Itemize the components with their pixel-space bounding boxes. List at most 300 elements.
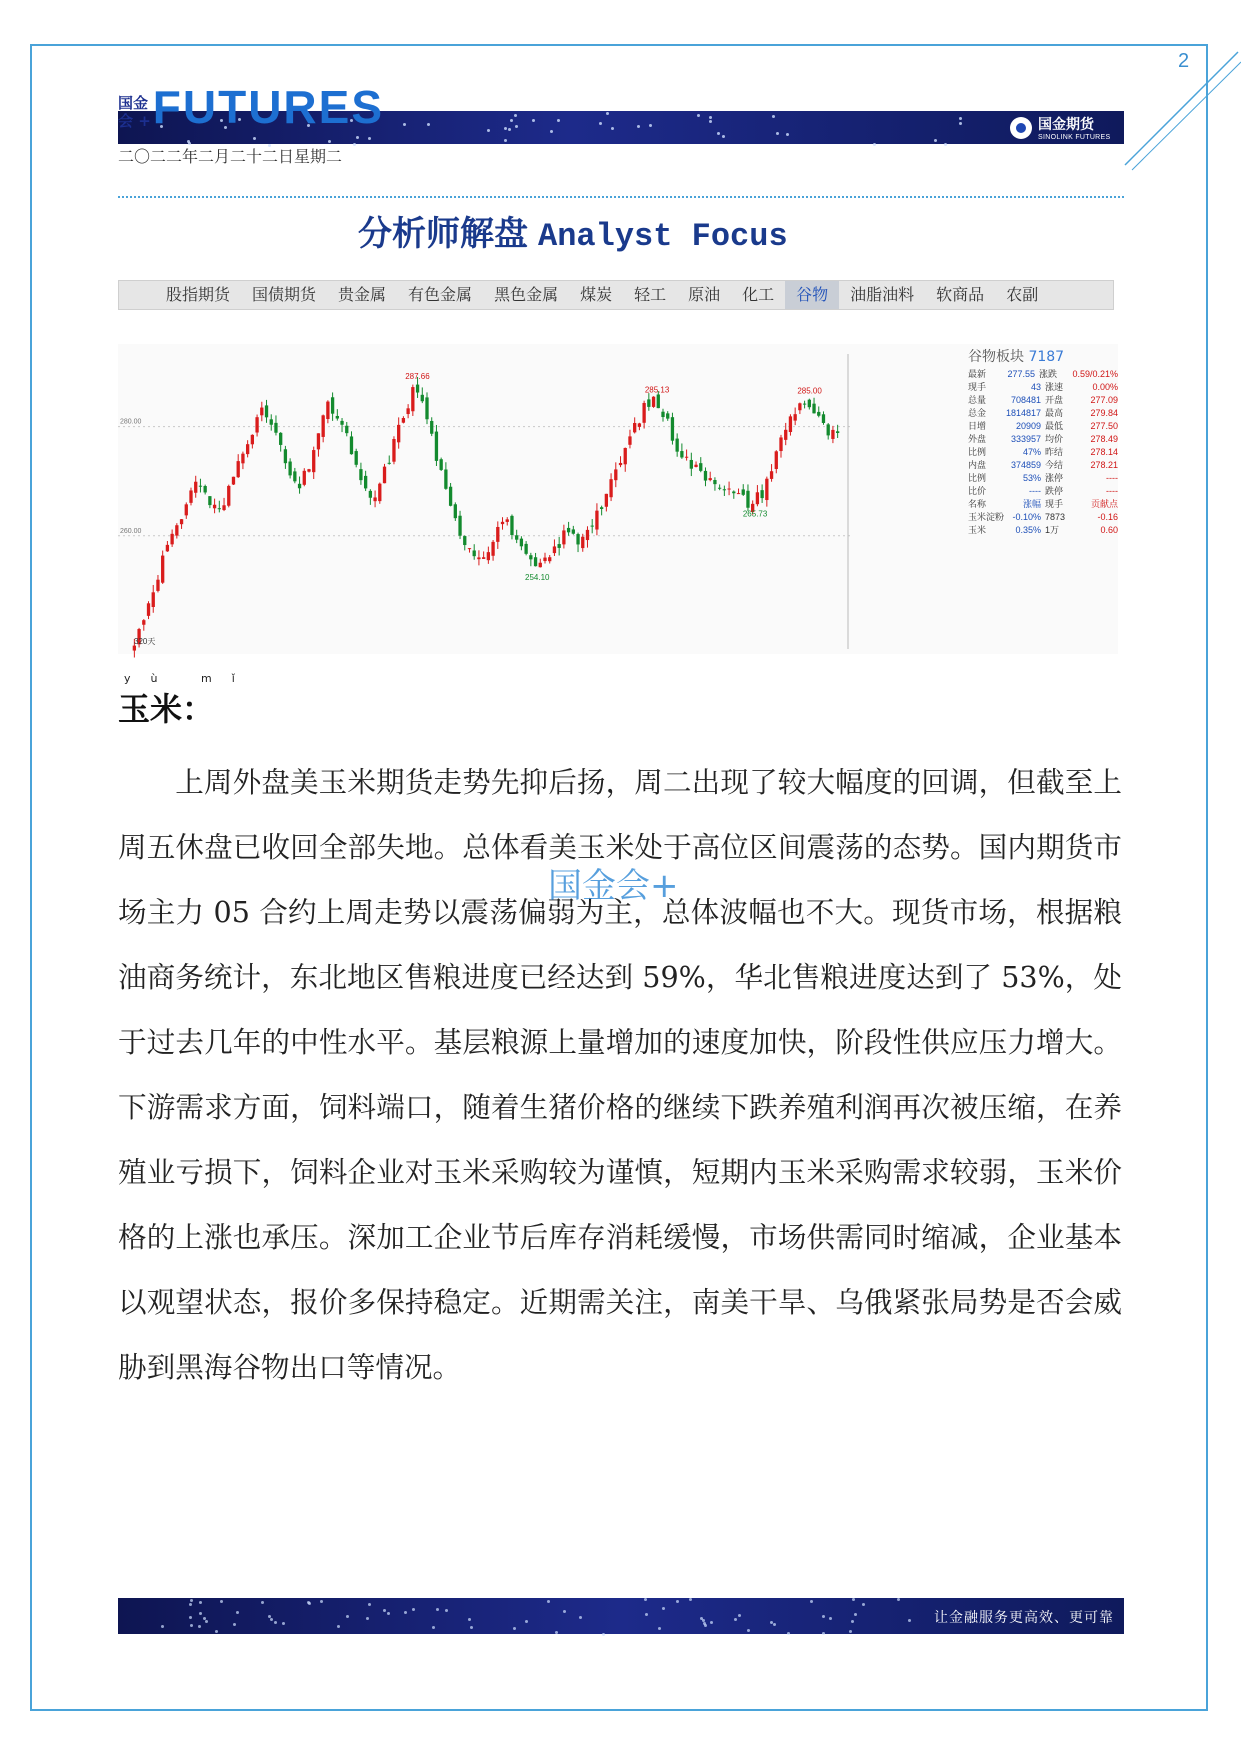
quote-cell: 277.55 xyxy=(1007,369,1035,379)
star-dot xyxy=(738,1614,741,1617)
star-dot xyxy=(697,114,700,117)
candle-body xyxy=(336,416,339,419)
candle-body xyxy=(307,469,310,471)
star-dot xyxy=(515,125,518,128)
trough-label: 265.73 xyxy=(742,509,768,519)
bottom-period-label: 320天 xyxy=(134,637,156,646)
candle-body xyxy=(463,536,466,545)
star-dot xyxy=(547,1600,550,1603)
star-dot xyxy=(337,1625,340,1628)
candle-body xyxy=(798,403,801,410)
logo-cn-top: 国金 xyxy=(118,94,149,112)
candle-body xyxy=(506,519,509,522)
logo-futures-text: FUTURES xyxy=(152,81,385,133)
star-dot xyxy=(356,136,359,139)
candle-body xyxy=(274,423,277,433)
quote-cell: 涨停 xyxy=(1045,473,1064,483)
quote-title-name: 谷物板块 xyxy=(968,349,1024,365)
candle-body xyxy=(199,486,202,487)
star-dot xyxy=(709,116,712,119)
quote-cell: 0.35% xyxy=(1015,525,1041,535)
candle-body xyxy=(647,399,650,406)
candle-body xyxy=(326,402,329,419)
header-divider xyxy=(118,196,1124,198)
candle-body xyxy=(543,558,546,561)
star-dot xyxy=(786,133,789,136)
candle-body xyxy=(440,459,443,470)
candle-body xyxy=(284,449,287,463)
candle-body xyxy=(652,397,655,407)
footer-slogan: 让金融服务更高效、更可靠 xyxy=(934,1610,1114,1626)
star-dot xyxy=(606,112,609,115)
quote-cell: 278.49 xyxy=(1090,434,1118,444)
candle-body xyxy=(605,494,608,507)
star-dot xyxy=(662,1607,665,1610)
star-dot xyxy=(689,1598,692,1601)
star-dot xyxy=(445,1609,448,1612)
candle-body xyxy=(170,534,173,545)
star-dot xyxy=(510,119,513,122)
candle-body xyxy=(831,430,834,439)
quote-cell: 跌停 xyxy=(1045,486,1064,496)
candle-body xyxy=(685,457,688,458)
candle-body xyxy=(421,395,424,401)
candle-body xyxy=(567,528,570,532)
candle-body xyxy=(614,469,617,480)
candle-body xyxy=(671,417,674,441)
tab-7[interactable]: 原油 xyxy=(688,285,721,304)
candle-body xyxy=(378,484,381,501)
candle-body xyxy=(699,463,702,471)
report-date: 二〇二二年二月二十二日星期二 xyxy=(118,147,343,166)
star-dot xyxy=(253,137,256,140)
star-dot xyxy=(504,139,507,142)
tab-10[interactable]: 油脂油料 xyxy=(850,285,915,304)
brand-name-cn: 国金期货 xyxy=(1038,117,1094,133)
star-dot xyxy=(532,119,535,122)
candle-body xyxy=(288,462,291,476)
quote-cell: 昨结 xyxy=(1045,447,1064,457)
quote-cell: 278.14 xyxy=(1090,447,1118,457)
quote-cell: 0.00% xyxy=(1092,382,1118,392)
candle-body xyxy=(822,414,825,423)
quote-cell: 7873 xyxy=(1045,512,1066,522)
tab-4[interactable]: 黑色金属 xyxy=(494,285,559,304)
tab-0[interactable]: 股指期货 xyxy=(166,285,231,304)
candle-body xyxy=(175,525,178,535)
star-dot xyxy=(563,1610,566,1613)
star-dot xyxy=(851,1620,854,1623)
candle-body xyxy=(392,439,395,462)
quote-cell: 玉米淀粉 xyxy=(968,512,1005,522)
star-dot xyxy=(190,1599,193,1602)
star-dot xyxy=(550,130,553,133)
star-dot xyxy=(189,1603,192,1606)
star-dot xyxy=(908,1619,911,1622)
y-tick-label: 260.00 xyxy=(120,527,142,535)
footer-band xyxy=(118,1598,1124,1634)
tab-2[interactable]: 贵金属 xyxy=(338,285,387,304)
candle-body xyxy=(581,537,584,548)
candle-body xyxy=(765,479,768,500)
candle-body xyxy=(723,489,726,490)
candle-body xyxy=(586,530,589,540)
commodity-pinyin: yù mǐ xyxy=(124,672,255,685)
candle-body xyxy=(666,413,669,418)
category-tab-bar xyxy=(118,280,1114,310)
star-dot xyxy=(468,1618,471,1621)
candle-body xyxy=(430,421,433,434)
quote-cell: 总金 xyxy=(968,408,987,418)
quote-cell: ---- xyxy=(1029,486,1041,496)
candle-body xyxy=(760,490,763,498)
quote-cell: 外盘 xyxy=(968,434,987,444)
quote-cell: 47% xyxy=(1022,447,1041,457)
candle-body xyxy=(553,546,556,553)
candle-body xyxy=(779,437,782,451)
candle-body xyxy=(189,490,192,502)
candle-body xyxy=(222,505,225,510)
star-dot xyxy=(704,1624,707,1627)
quote-cell: 最高 xyxy=(1045,408,1064,418)
tab-1[interactable]: 国债期货 xyxy=(252,285,317,304)
candle-body xyxy=(402,418,405,423)
candle-body xyxy=(709,478,712,480)
candle-body xyxy=(213,505,216,509)
candle-body xyxy=(638,423,641,426)
candle-body xyxy=(600,507,603,509)
star-dot xyxy=(772,115,775,118)
candle-body xyxy=(784,430,787,440)
candle-body xyxy=(293,471,296,481)
star-dot xyxy=(190,1624,193,1627)
candle-body xyxy=(548,557,551,561)
candle-body xyxy=(255,417,258,432)
grain-sector-chart xyxy=(118,344,1118,654)
quote-row xyxy=(968,394,1118,407)
candle-body xyxy=(208,496,211,505)
candle-body xyxy=(317,433,320,449)
star-dot xyxy=(233,1623,236,1626)
quote-cell: ---- xyxy=(1106,486,1118,496)
brand-logo xyxy=(1010,114,1110,141)
quote-cell: 1814817 xyxy=(1005,408,1041,418)
star-dot xyxy=(849,1630,852,1633)
candle-body xyxy=(501,522,504,524)
quote-cell: 20909 xyxy=(1015,421,1041,431)
y-tick-label: 280.00 xyxy=(120,418,142,426)
star-dot xyxy=(773,1623,776,1626)
quote-cell: 日增 xyxy=(968,421,987,431)
candle-body xyxy=(770,471,773,479)
quote-row xyxy=(968,446,1118,459)
star-dot xyxy=(658,1627,661,1630)
star-dot xyxy=(555,1631,558,1634)
candle-body xyxy=(473,550,476,556)
star-dot xyxy=(897,1598,900,1601)
candle-body xyxy=(340,421,343,425)
candle-body xyxy=(496,527,499,542)
candle-body xyxy=(194,482,197,493)
star-dot xyxy=(383,1609,386,1612)
quote-cell: 涨幅 xyxy=(1022,499,1041,509)
star-dot xyxy=(308,1602,311,1605)
quote-cell: 最新 xyxy=(968,369,987,379)
star-dot xyxy=(220,1600,223,1603)
star-dot xyxy=(436,1608,439,1611)
candle-body xyxy=(794,414,797,420)
star-dot xyxy=(432,1626,435,1629)
candle-body xyxy=(558,544,561,548)
candle-body xyxy=(246,444,249,454)
star-dot xyxy=(504,127,507,130)
candle-body xyxy=(746,491,749,508)
quote-cell: 333957 xyxy=(1010,434,1041,444)
quote-row xyxy=(968,472,1118,485)
quote-cell: 现手 xyxy=(968,382,987,392)
star-dot xyxy=(368,1603,371,1606)
candle-body xyxy=(279,433,282,445)
quote-row xyxy=(968,368,1118,381)
quote-row xyxy=(968,420,1118,433)
section-title-en: Analyst Focus xyxy=(538,218,788,255)
logo-cn-bottom: 会 + xyxy=(118,112,151,130)
quote-row xyxy=(968,498,1118,511)
quote-cell: 277.09 xyxy=(1090,395,1118,405)
candle-body xyxy=(227,486,230,506)
tab-12[interactable]: 农副 xyxy=(1006,285,1039,304)
watermark: 国金会+ xyxy=(548,866,679,906)
candle-body xyxy=(369,491,372,498)
candle-body xyxy=(388,463,391,464)
star-dot xyxy=(270,1618,273,1621)
star-dot xyxy=(215,1630,218,1633)
star-dot xyxy=(525,1620,528,1623)
quote-cell: -0.16 xyxy=(1097,512,1118,522)
candle-body xyxy=(185,504,188,515)
quote-cell: 均价 xyxy=(1045,434,1064,444)
quote-rows xyxy=(968,368,1118,537)
star-dot xyxy=(959,122,962,125)
quote-cell: -0.10% xyxy=(1012,512,1041,522)
quote-cell: 0.59/0.21% xyxy=(1072,369,1118,379)
candle-body xyxy=(624,448,627,464)
candle-body xyxy=(572,529,575,533)
star-dot xyxy=(645,1613,648,1616)
candle-body xyxy=(383,467,386,484)
candle-body xyxy=(680,451,683,457)
star-dot xyxy=(822,1615,825,1618)
candle-body xyxy=(152,592,155,607)
quote-cell: 比例 xyxy=(968,447,987,457)
quote-cell: 现手 xyxy=(1045,499,1064,509)
candle-body xyxy=(713,480,716,484)
candle-body xyxy=(756,492,759,504)
peak-label: 285.00 xyxy=(797,386,822,396)
candle-body xyxy=(477,557,480,559)
star-dot xyxy=(487,129,490,132)
quote-row xyxy=(968,459,1118,472)
candle-body xyxy=(364,476,367,489)
candle-body xyxy=(576,534,579,544)
star-dot xyxy=(320,1600,323,1603)
star-dot xyxy=(404,1611,407,1614)
candle-body xyxy=(345,426,348,433)
quote-cell: 1万 xyxy=(1045,525,1060,535)
star-dot xyxy=(508,128,511,131)
star-dot xyxy=(387,1612,390,1615)
quote-cell: 53% xyxy=(1022,473,1041,483)
candle-body xyxy=(303,471,306,485)
quote-cell: 今结 xyxy=(1045,460,1064,470)
star-dot xyxy=(599,122,602,125)
quote-cell: 玉米 xyxy=(968,525,987,535)
star-dot xyxy=(747,1629,750,1632)
futures-logo xyxy=(118,81,385,133)
candle-body xyxy=(737,493,740,494)
candle-body xyxy=(180,519,183,524)
brand-name-en: SINOLINK FUTURES xyxy=(1038,134,1111,141)
corner-decoration xyxy=(1120,40,1241,180)
candle-body xyxy=(161,556,164,583)
candle-body xyxy=(359,469,362,480)
star-dot xyxy=(810,1600,813,1603)
candle-body xyxy=(628,436,631,444)
candle-body xyxy=(808,400,811,408)
star-dot xyxy=(852,1598,855,1601)
candle-body xyxy=(718,488,721,489)
star-dot xyxy=(776,132,779,135)
quote-cell: 涨跌 xyxy=(1038,369,1057,379)
candle-body xyxy=(458,516,461,536)
tab-11[interactable]: 软商品 xyxy=(936,285,985,304)
star-dot xyxy=(199,1612,202,1615)
quote-cell: 总量 xyxy=(968,395,987,405)
tab-8[interactable]: 化工 xyxy=(742,285,775,304)
tab-9[interactable]: 谷物 xyxy=(785,281,839,309)
candle-body xyxy=(676,439,679,452)
quote-row xyxy=(968,485,1118,498)
candle-body xyxy=(482,557,485,559)
candle-body xyxy=(727,489,730,490)
candle-body xyxy=(817,412,820,416)
star-dot xyxy=(199,1601,202,1604)
candle-body xyxy=(591,526,594,527)
candle-body xyxy=(609,479,612,497)
star-dot xyxy=(189,1616,192,1619)
star-dot xyxy=(557,119,560,122)
star-dot xyxy=(412,1608,415,1611)
star-dot xyxy=(734,1618,737,1621)
commodity-heading: 玉米： xyxy=(118,690,215,728)
quote-cell: 名称 xyxy=(968,499,987,509)
candle-body xyxy=(515,535,518,539)
candle-body xyxy=(435,432,438,461)
section-title xyxy=(358,206,788,255)
star-dot xyxy=(513,1627,516,1630)
star-dot xyxy=(854,1613,857,1616)
candle-body xyxy=(454,504,457,518)
page-number: 2 xyxy=(1178,50,1190,72)
candle-body xyxy=(142,620,145,625)
candle-body xyxy=(350,436,353,454)
candle-body xyxy=(520,539,523,547)
candle-body xyxy=(704,471,707,481)
quote-row xyxy=(968,407,1118,420)
candle-body xyxy=(661,412,664,417)
candle-body xyxy=(449,487,452,506)
star-dot xyxy=(366,1617,369,1620)
quote-row xyxy=(968,381,1118,394)
candle-body xyxy=(147,603,150,616)
candle-body xyxy=(510,516,513,535)
candle-body xyxy=(237,461,240,477)
quote-panel xyxy=(968,346,1118,537)
candle-body xyxy=(468,548,471,549)
candle-body xyxy=(251,435,254,444)
quote-cell: 277.50 xyxy=(1090,421,1118,431)
candle-body xyxy=(265,405,268,417)
candle-body xyxy=(218,508,221,509)
star-dot xyxy=(722,135,725,138)
star-dot xyxy=(934,139,937,142)
candle-body xyxy=(562,530,565,544)
candle-body xyxy=(411,387,414,411)
candle-body xyxy=(204,486,207,492)
star-dot xyxy=(710,1621,713,1624)
star-dot xyxy=(368,137,371,140)
quote-cell: 278.21 xyxy=(1090,460,1118,470)
peak-label: 285.13 xyxy=(644,385,670,395)
quote-cell: 开盘 xyxy=(1045,395,1064,405)
candle-body xyxy=(803,404,806,405)
candle-body xyxy=(355,451,358,465)
candle-body xyxy=(406,408,409,414)
star-dot xyxy=(514,114,517,117)
candle-body xyxy=(491,542,494,556)
star-dot xyxy=(611,127,614,130)
candle-body xyxy=(444,470,447,489)
candle-body xyxy=(373,497,376,501)
quote-cell: 708481 xyxy=(1010,395,1041,405)
candle-body xyxy=(487,552,490,560)
quote-cell: 内盘 xyxy=(968,460,987,470)
candle-body xyxy=(633,423,636,432)
candle-body xyxy=(657,394,660,408)
star-dot xyxy=(274,1621,277,1624)
brand-circle-icon xyxy=(1010,117,1032,139)
quote-panel-title xyxy=(968,346,1118,366)
star-dot xyxy=(282,1622,285,1625)
candle-body xyxy=(232,477,235,485)
tab-3[interactable]: 有色金属 xyxy=(408,285,473,304)
star-dot xyxy=(198,1625,201,1628)
tab-5[interactable]: 煤炭 xyxy=(580,285,613,304)
candle-body xyxy=(312,450,315,472)
trough-label: 254.10 xyxy=(525,572,550,582)
tab-6[interactable]: 轻工 xyxy=(634,285,667,304)
star-dot xyxy=(649,124,652,127)
quote-cell: 43 xyxy=(1030,382,1041,392)
peak-label: 287.66 xyxy=(405,371,430,381)
star-dot xyxy=(644,1598,647,1601)
candle-body xyxy=(775,451,778,469)
quote-cell: 最低 xyxy=(1045,421,1064,431)
star-dot xyxy=(862,1603,865,1606)
candle-body xyxy=(827,424,830,435)
candle-body xyxy=(241,454,244,464)
star-dot xyxy=(161,1625,164,1628)
